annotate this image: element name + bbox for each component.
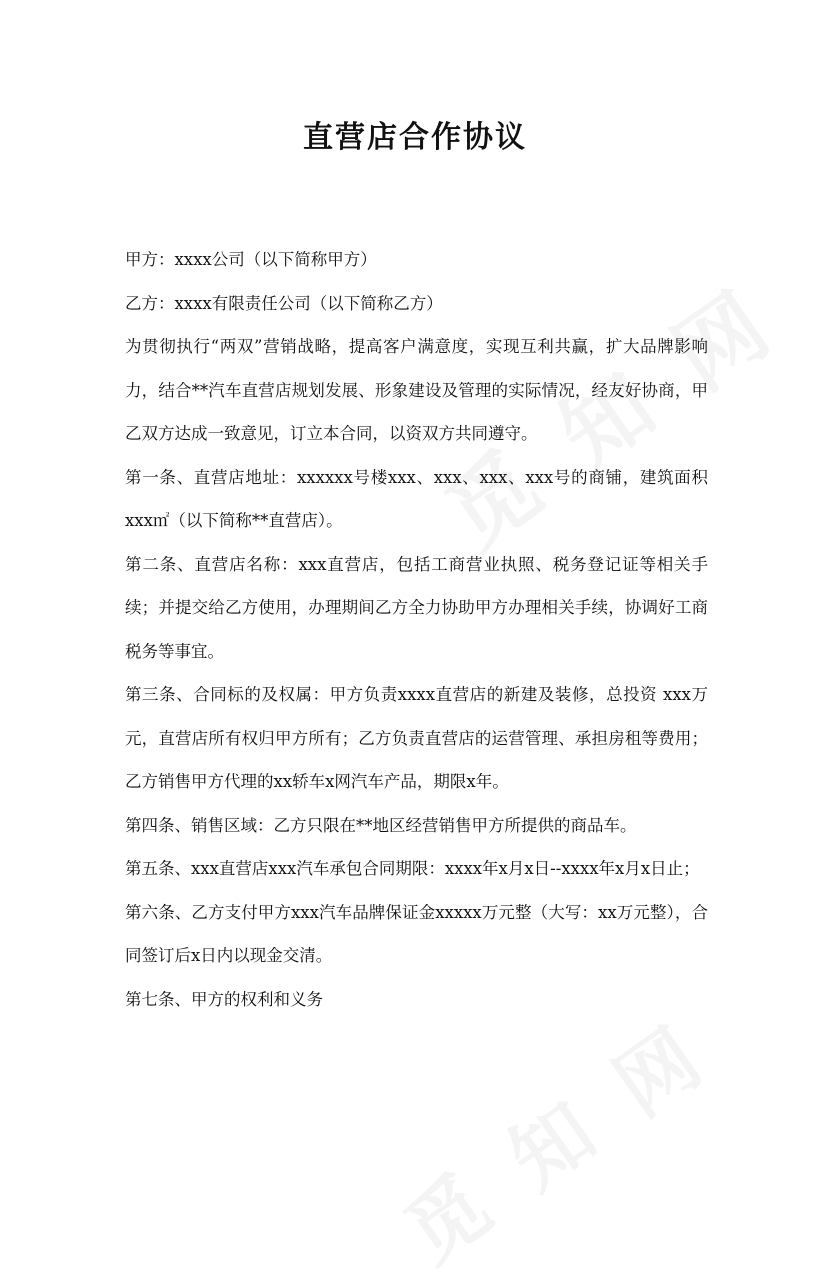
article-4: 第四条、销售区域：乙方只限在**地区经营销售甲方所提供的商品车。 — [125, 815, 637, 835]
watermark-decoration — [378, 991, 727, 1283]
document-body — [125, 238, 708, 1021]
article-7-heading: 第七条、甲方的权利和义务 — [125, 989, 323, 1009]
preamble-paragraph: 为贯彻执行“两双”营销战略，提高客户满意度，实现互利共赢，扩大品牌影响力，结合**汽车直营店规划发展、形象建设及管理的实际情况，经友好协商，甲乙双方达成一致意见，订立本合同，以资双方共同遵守。 — [125, 337, 708, 443]
article-5: 第五条、xxx直营店xxx汽车承包合同期限：xxxx年x月x日--xxxx年x月x日止； — [125, 859, 700, 878]
party-b-line: 乙方：xxxx有限责任公司（以下简称乙方） — [125, 293, 443, 313]
article-3: 第三条、合同标的及权属：甲方负责xxxx直营店的新建及装修，总投资 xxx万元，直营店所有权归甲方所有；乙方负责直营店的运营管理、承担房租等费用；乙方销售甲方代理的xx轿车x网汽车产品，期限x年。 — [125, 685, 708, 791]
article-1: 第一条、直营店地址：xxxxxx号楼xxx、xxx、xxx、xxx号的商铺，建筑面积xxx㎡（以下简称**直营店）。 — [125, 467, 708, 530]
article-2: 第二条、直营店名称：xxx直营店，包括工商营业执照、税务登记证等相关手续；并提交给乙方使用，办理期间乙方全力协助甲方办理相关手续，协调好工商税务等事宜。 — [125, 554, 708, 661]
party-a-line: 甲方：xxxx公司（以下简称甲方） — [125, 250, 377, 269]
article-6: 第六条、乙方支付甲方xxx汽车品牌保证金xxxxx万元整（大写：xx万元整），合同签订后x日内以现金交清。 — [125, 902, 708, 965]
document-title: 直营店合作协议 — [303, 120, 527, 155]
